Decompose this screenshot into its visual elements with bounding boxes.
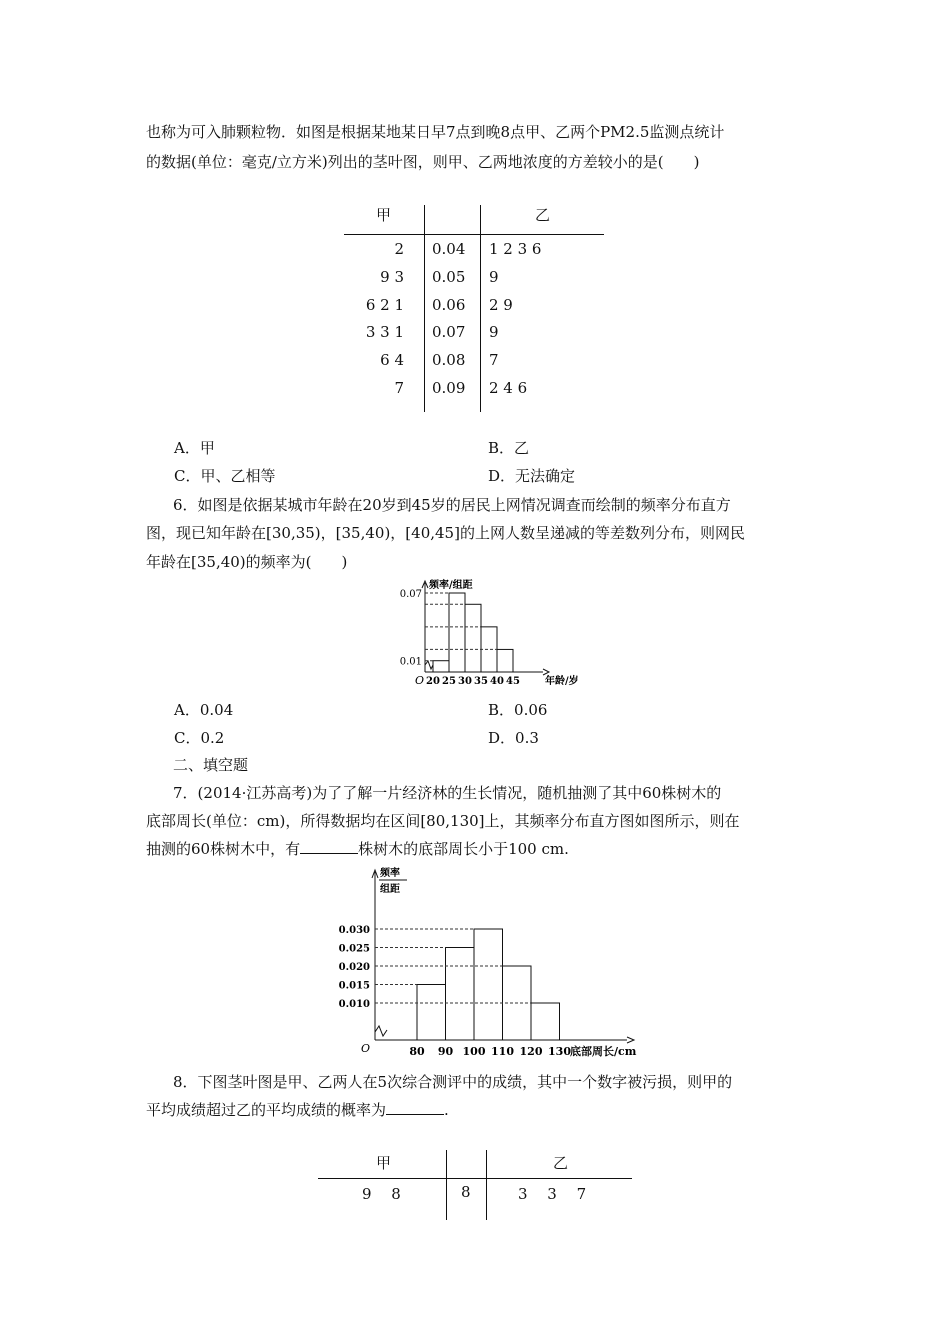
x-tick-120: 120 [519,1045,543,1058]
q7-line3 [146,838,569,859]
q8-line2 [146,1099,449,1120]
y-tick-1: 0.025 [338,943,370,955]
table1-left-3: 6 2 1 [365,296,404,314]
q6-option-d: D．0.3 [488,729,539,747]
table1-right-4: 9 [489,323,499,341]
y-tick-3: 0.015 [338,980,370,992]
q7-line1: 7．(2014·江苏高考)为了了解一片经济林的生长情况，随机抽测了其中60株树木的 [173,784,722,802]
table1-stem-6: 0.09 [432,379,466,397]
y-tick-2: 0.020 [338,962,370,973]
q5-line1: 也称为可入肺颗粒物．如图是根据某地某日早7点到晚8点甲、乙两个PM2.5监测点统计 [146,123,725,141]
table1-rule [344,234,604,235]
x-tick-80: 80 [409,1045,425,1058]
y-tick-4: 0.010 [338,999,370,1010]
table1-left-4: 3 3 1 [365,323,404,341]
origin-label: O [415,674,425,687]
x-axis-arrow [627,1037,634,1043]
q5-option-d: D．无法确定 [488,467,576,485]
x-tick-45: 45 [506,676,520,687]
table1-stem-5: 0.08 [432,351,466,369]
table1-stem-1: 0.04 [432,240,466,258]
table1-left-5: 6 4 [380,351,404,369]
table1-right-1: 1 2 3 6 [489,240,542,258]
table2-divider-left [446,1150,447,1220]
y-tick-0-01: 0.01 [399,656,422,668]
x-axis-label: 年龄/岁 [545,676,579,687]
q7-answer-blank[interactable] [300,841,358,854]
q6-line1: 6．如图是依据某城市年龄在20岁到45岁的居民上网情况调查而绘制的频率分布直方 [173,496,731,514]
bar-3 [465,604,481,672]
bar-1 [433,661,449,672]
bar-2 [449,593,465,672]
table1-head-right: 乙 [535,206,551,224]
table2-head-left: 甲 [376,1154,392,1172]
q5-line2: 的数据(单位：毫克/立方米)列出的茎叶图，则甲、乙两地浓度的方差较小的是( ) [146,153,700,171]
table1-right-3: 2 9 [489,296,513,314]
q7-line2: 底部周长(单位：cm)，所得数据均在区间[80,130]上，其频率分布直方图如图所示，则在 [146,812,740,830]
table2-left: 9 8 [362,1185,401,1203]
q6-option-a: A．0.04 [174,701,234,719]
table1-left-2: 9 3 [380,268,404,286]
x-axis-label: 底部周长/cm [570,1045,637,1058]
table2-divider-right [486,1150,487,1220]
y-axis-label-top: 频率 [380,868,400,879]
y-tick-0: 0.030 [338,925,370,936]
table1-stem-4: 0.07 [432,323,466,341]
table2-right: 3 3 7 [518,1185,587,1203]
table1-stem-2: 0.05 [432,268,466,286]
x-tick-30: 30 [458,676,472,687]
q6-line2: 图，现已知年龄在[30,35)，[35,40)，[40,45]的上网人数呈递减的等差数列分布，则网民 [146,524,745,542]
bar-4 [481,627,497,672]
q5-option-b: B．乙 [488,439,530,457]
table1-stem-3: 0.06 [432,296,466,314]
table1-left-1: 2 [394,240,404,258]
table1-divider-left [424,205,425,412]
x-tick-100: 100 [462,1045,486,1058]
q8-line2-end: . [444,1101,449,1119]
x-tick-25: 25 [442,676,456,687]
q6-option-b: B．0.06 [488,701,548,719]
histogram-age [385,575,605,695]
q5-option-c: C．甲、乙相等 [174,467,276,485]
q6-line3: 年龄在[35,40)的频率为( ) [146,553,348,571]
q6-option-c: C．0.2 [174,729,225,747]
axis-break [425,661,433,669]
bar-5 [497,649,513,672]
x-tick-40: 40 [490,676,504,687]
y-axis-label: 频率/组距 [429,580,473,591]
x-tick-110: 110 [491,1045,514,1058]
q8-line1: 8．下图茎叶图是甲、乙两人在5次综合测评中的成绩，其中一个数字被污损，则甲的 [173,1073,733,1091]
table1-left-6: 7 [394,379,404,397]
axis-break [375,1026,387,1036]
bar-1 [417,985,446,1041]
table2-rule [318,1178,632,1179]
table1-head-left: 甲 [376,206,392,224]
table1-right-5: 7 [489,351,499,369]
bar-2 [446,948,475,1041]
origin-label: O [361,1042,371,1055]
x-tick-35: 35 [474,676,488,687]
section-fill-in: 二、填空题 [173,756,249,774]
bar-5 [531,1003,560,1040]
y-tick-0-07: 0.07 [399,589,422,600]
x-axis-arrow [543,669,549,675]
table2-stem: 8 [461,1183,471,1201]
y-axis-label-bottom: 组距 [380,884,400,895]
q8-line2-start: 平均成绩超过乙的平均成绩的概率为 [146,1101,387,1119]
table1-right-6: 2 4 6 [489,379,528,397]
table2-head-right: 乙 [553,1154,569,1172]
table1-right-2: 9 [489,268,499,286]
x-tick-90: 90 [437,1045,454,1058]
bar-3 [474,929,503,1040]
table1-divider-right [480,205,481,412]
x-tick-130: 130 [548,1045,571,1058]
q7-line3-end: 株树木的底部周长小于100 cm. [358,840,569,858]
q5-option-a: A．甲 [174,439,215,457]
q8-answer-blank[interactable] [386,1102,444,1115]
x-tick-20: 20 [426,676,440,687]
histogram-circumference [338,862,655,1062]
q7-line3-start: 抽测的60株树木中，有 [146,840,301,858]
